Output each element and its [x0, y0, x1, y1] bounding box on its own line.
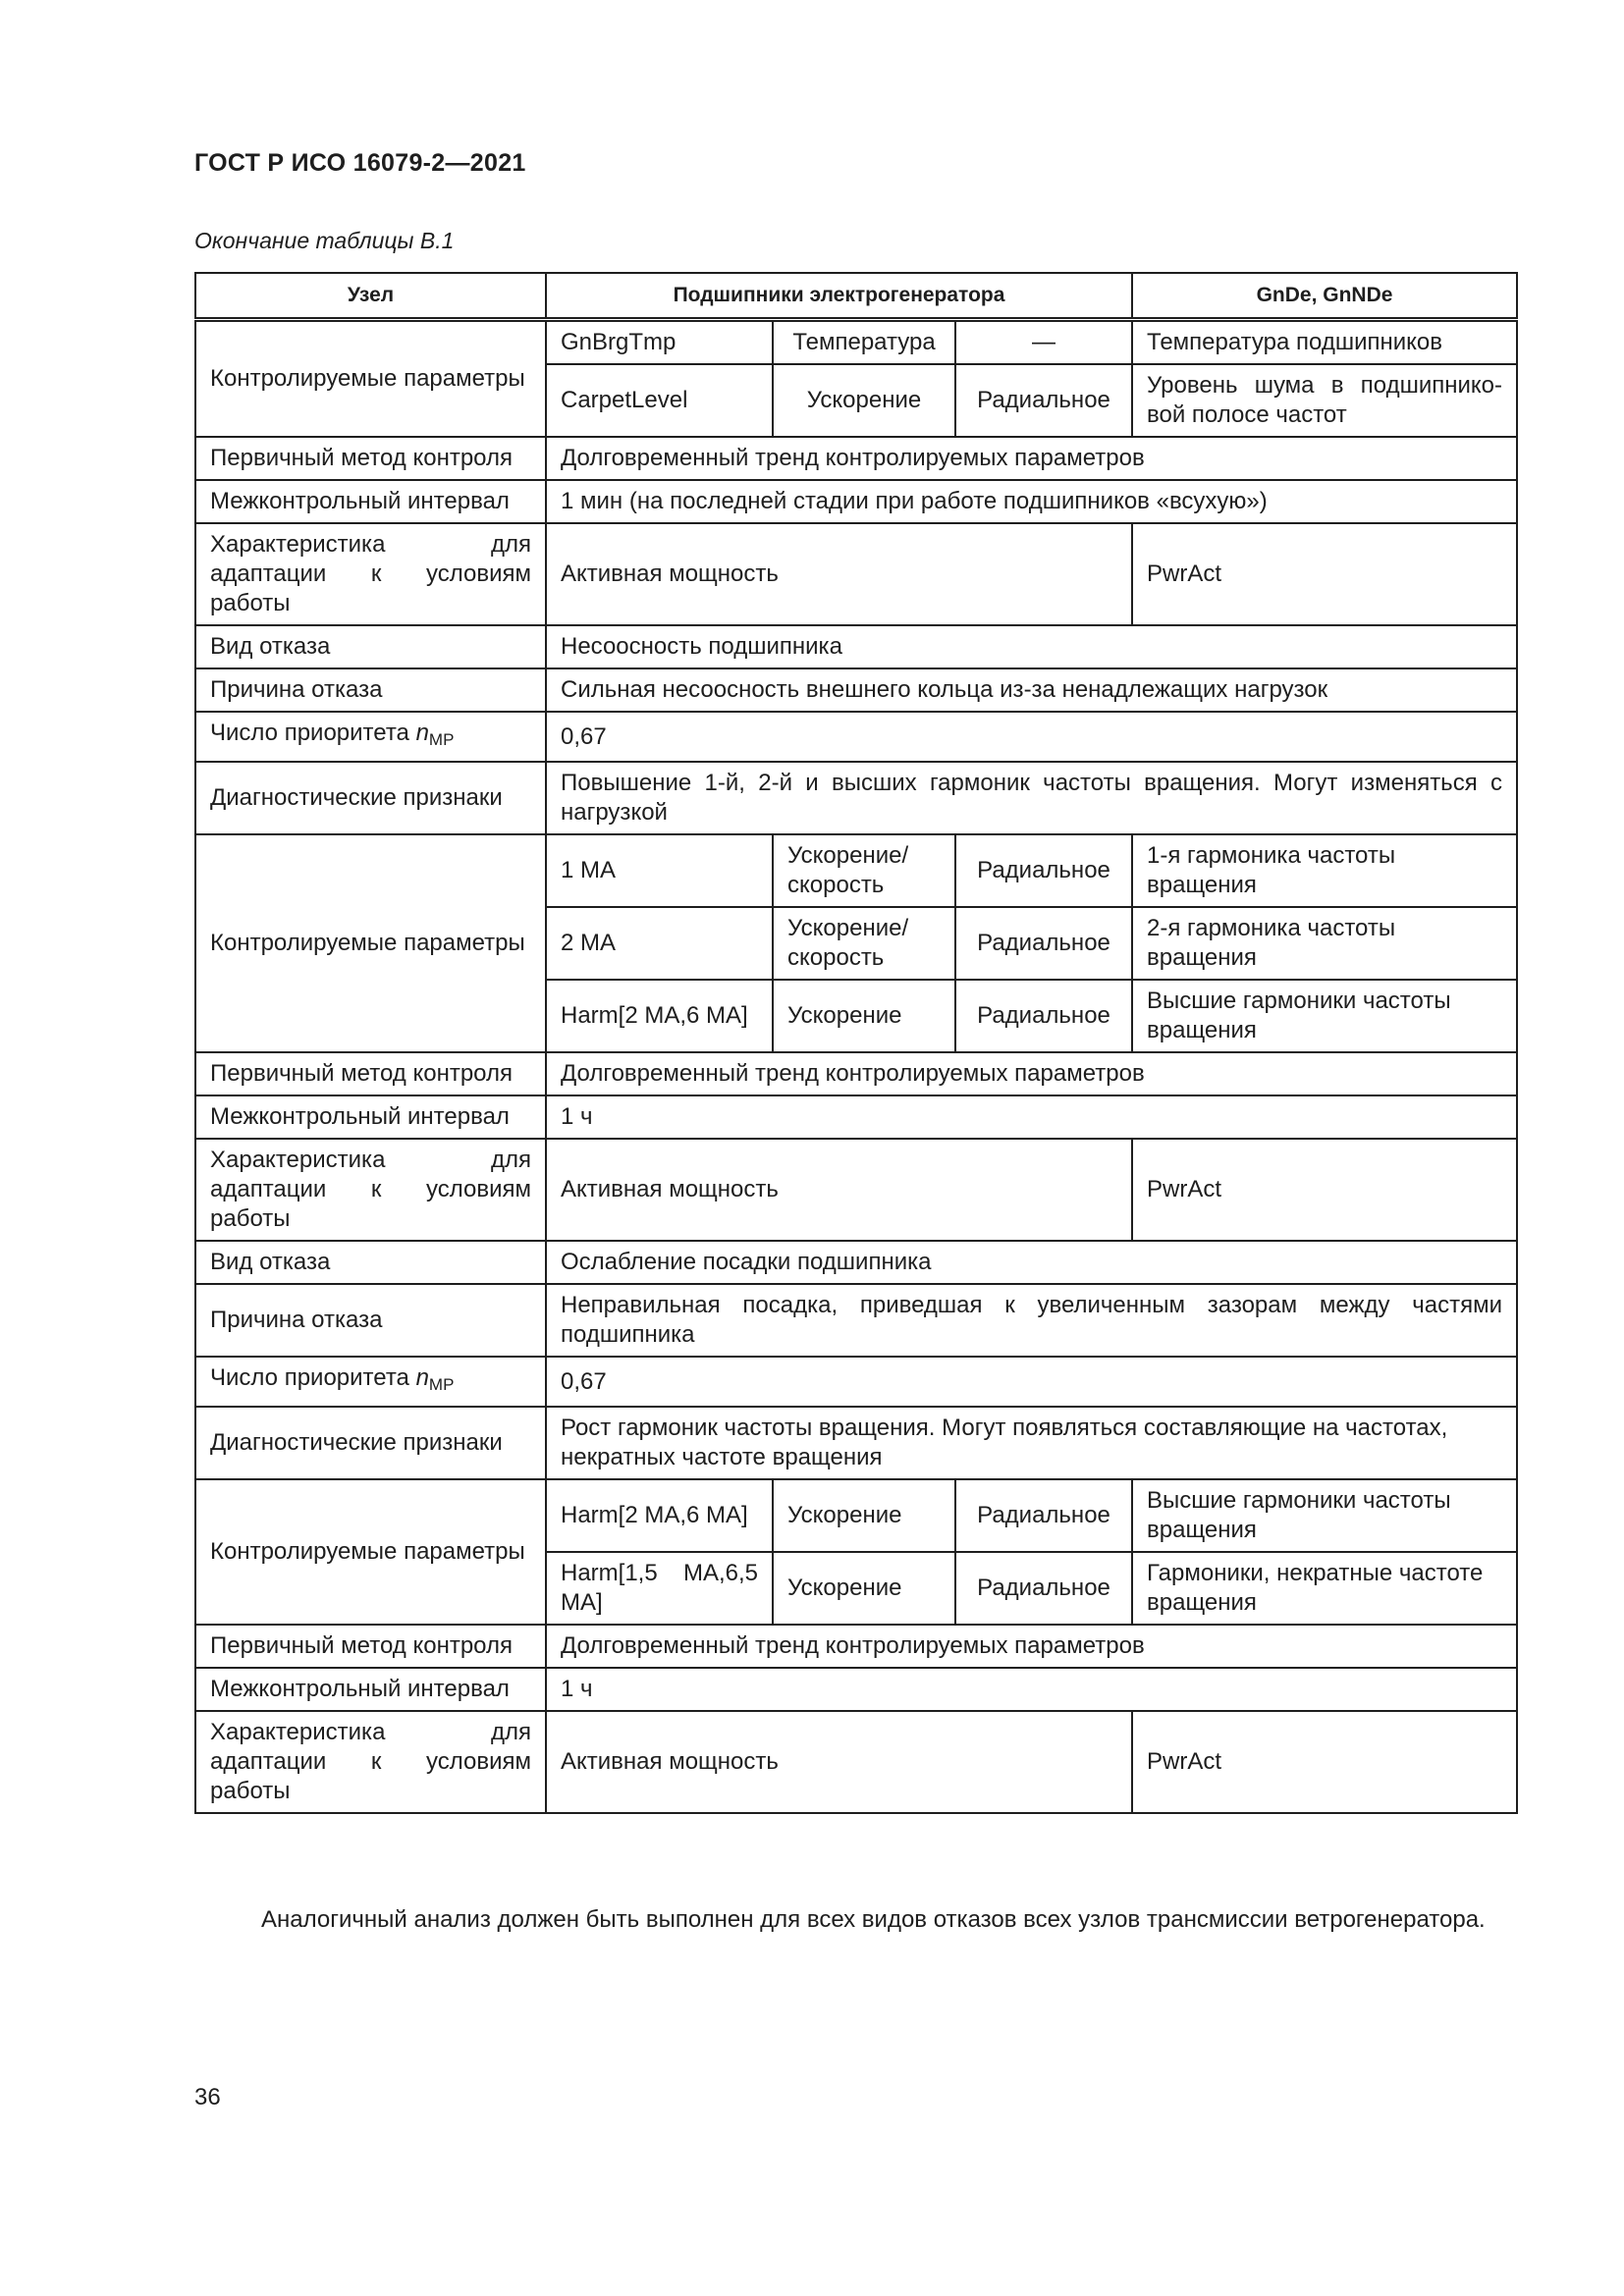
- method-value: Долговременный тренд контролируемых параметров: [546, 1052, 1517, 1095]
- table-row: [195, 1284, 1517, 1357]
- param-description: Гармоники, некратные частоте вращения: [1132, 1552, 1517, 1625]
- label-interval: Межконтрольный интервал: [195, 480, 546, 523]
- table-row: [195, 1241, 1517, 1284]
- param-direction: Радиальное: [955, 980, 1132, 1052]
- param-direction: Радиальное: [955, 834, 1132, 907]
- failure-cause-value: Сильная несоосность внешнего кольца из-за ненадлежащих нагрузок: [546, 668, 1517, 712]
- param-code: Harm[1,5 MA,6,5 MA]: [546, 1552, 773, 1625]
- document-header: ГОСТ Р ИСО 16079-2—2021: [194, 149, 526, 177]
- table-row: [195, 834, 1517, 907]
- table-row: [195, 712, 1517, 762]
- label-failure-cause: Причина отказа: [195, 1284, 546, 1357]
- param-code: 1 MA: [546, 834, 773, 907]
- table-row: [195, 762, 1517, 834]
- label-adapt: Характеристика для адаптации к условиям работы: [195, 1711, 546, 1813]
- interval-value: 1 ч: [546, 1668, 1517, 1711]
- table-row: [195, 1095, 1517, 1139]
- adapt-code: PwrAct: [1132, 523, 1517, 625]
- label-adapt: Характеристика для адаптации к условиям работы: [195, 1139, 546, 1241]
- param-code: Harm[2 MA,6 MA]: [546, 1479, 773, 1552]
- label-failure-cause: Причина отказа: [195, 668, 546, 712]
- failure-type-value: Несоосность подшипника: [546, 625, 1517, 668]
- param-description: Температура подшипников: [1132, 320, 1517, 365]
- param-description: 1-я гармоника частоты вращения: [1132, 834, 1517, 907]
- param-quantity: Ускорение: [773, 364, 955, 437]
- label-failure-type: Вид отказа: [195, 625, 546, 668]
- label-adapt: Характеристика для адаптации к условиям работы: [195, 523, 546, 625]
- priority-value: 0,67: [546, 1357, 1517, 1407]
- table-row: [195, 1139, 1517, 1241]
- param-code: GnBrgTmp: [546, 320, 773, 365]
- label-params: Контролируемые параметры: [195, 320, 546, 438]
- label-priority: Число приоритета $n_{MP}$: [195, 712, 546, 762]
- label-params: Контролируемые параметры: [195, 834, 546, 1052]
- label-priority: Число приоритета $n_{MP}$: [195, 1357, 546, 1407]
- param-code: CarpetLevel: [546, 364, 773, 437]
- param-quantity: Температура: [773, 320, 955, 365]
- adapt-value: Активная мощность: [546, 523, 1132, 625]
- header-node: Узел: [195, 273, 546, 320]
- table-row: [195, 1625, 1517, 1668]
- table-row: [195, 625, 1517, 668]
- table-b1: [194, 272, 1518, 1814]
- label-interval: Межконтрольный интервал: [195, 1095, 546, 1139]
- label-failure-type: Вид отказа: [195, 1241, 546, 1284]
- signs-value: Рост гармоник частоты вращения. Могут появляться составляющие на частотах, некратных частоте вращения: [546, 1407, 1517, 1479]
- page-number: 36: [194, 2084, 221, 2110]
- method-value: Долговременный тренд контролируемых параметров: [546, 1625, 1517, 1668]
- param-direction: Радиальное: [955, 1552, 1132, 1625]
- table-row: [195, 1668, 1517, 1711]
- table-row: [195, 320, 1517, 365]
- table-row: [195, 1711, 1517, 1813]
- param-quantity: Ускорение: [773, 980, 955, 1052]
- table-row: [195, 523, 1517, 625]
- param-code: 2 MA: [546, 907, 773, 980]
- label-signs: Диагностические признаки: [195, 1407, 546, 1479]
- table-row: [195, 480, 1517, 523]
- param-code: Harm[2 MA,6 MA]: [546, 980, 773, 1052]
- param-description: Уровень шума в подшипнико-вой полосе частот: [1132, 364, 1517, 437]
- priority-value: 0,67: [546, 712, 1517, 762]
- adapt-code: PwrAct: [1132, 1711, 1517, 1813]
- param-quantity: Ускорение/ скорость: [773, 907, 955, 980]
- param-direction: —: [955, 320, 1132, 365]
- table-row: [195, 1052, 1517, 1095]
- table-row: [195, 1407, 1517, 1479]
- interval-value: 1 ч: [546, 1095, 1517, 1139]
- adapt-value: Активная мощность: [546, 1139, 1132, 1241]
- table-caption: Окончание таблицы В.1: [194, 228, 455, 253]
- param-description: 2-я гармоника частоты вращения: [1132, 907, 1517, 980]
- table-row: [195, 1357, 1517, 1407]
- param-quantity: Ускорение/ скорость: [773, 834, 955, 907]
- adapt-code: PwrAct: [1132, 1139, 1517, 1241]
- table-row: [195, 437, 1517, 480]
- closing-paragraph: Аналогичный анализ должен быть выполнен для всех видов отказов всех узлов трансмиссии ветрогенератора.: [261, 1906, 1486, 1933]
- interval-value: 1 мин (на последней стадии при работе подшипников «всухую»): [546, 480, 1517, 523]
- header-code: GnDe, GnNDe: [1132, 273, 1517, 320]
- param-description: Высшие гармоники частоты вращения: [1132, 1479, 1517, 1552]
- param-description: Высшие гармоники частоты вращения: [1132, 980, 1517, 1052]
- label-method: Первичный метод контроля: [195, 1052, 546, 1095]
- table-header-row: [195, 273, 1517, 320]
- header-component: Подшипники электрогенератора: [546, 273, 1132, 320]
- label-method: Первичный метод контроля: [195, 1625, 546, 1668]
- method-value: Долговременный тренд контролируемых параметров: [546, 437, 1517, 480]
- failure-type-value: Ослабление посадки подшипника: [546, 1241, 1517, 1284]
- label-signs: Диагностические признаки: [195, 762, 546, 834]
- param-direction: Радиальное: [955, 907, 1132, 980]
- label-params: Контролируемые параметры: [195, 1479, 546, 1625]
- signs-value: Повышение 1-й, 2-й и высших гармоник частоты вращения. Могут изменяться с нагрузкой: [546, 762, 1517, 834]
- label-interval: Межконтрольный интервал: [195, 1668, 546, 1711]
- table-row: [195, 1479, 1517, 1552]
- param-direction: Радиальное: [955, 1479, 1132, 1552]
- adapt-value: Активная мощность: [546, 1711, 1132, 1813]
- failure-cause-value: Неправильная посадка, приведшая к увеличенным зазорам между частями подшипника: [546, 1284, 1517, 1357]
- param-direction: Радиальное: [955, 364, 1132, 437]
- param-quantity: Ускорение: [773, 1479, 955, 1552]
- table-row: [195, 668, 1517, 712]
- param-quantity: Ускорение: [773, 1552, 955, 1625]
- label-method: Первичный метод контроля: [195, 437, 546, 480]
